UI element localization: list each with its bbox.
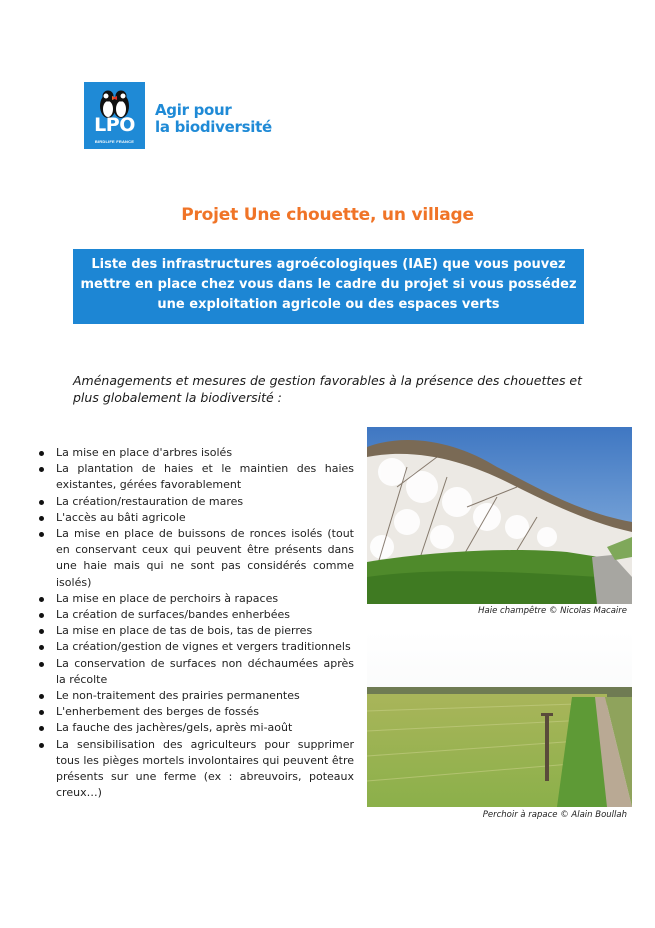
list-item: La plantation de haies et le maintien des haies existantes, gérées favorablement <box>36 461 354 493</box>
banner-line-1: Liste des infrastructures agroécologiques (IAE) que vous pouvez <box>91 257 566 272</box>
list-item: L'accès au bâti agricole <box>36 510 354 526</box>
hedge-caption: Haie champêtre © Nicolas Macaire <box>478 606 627 616</box>
logo-tagline <box>155 102 272 136</box>
list-item: La création de surfaces/bandes enherbées <box>36 607 354 623</box>
bullet-icon <box>39 467 44 472</box>
logo-text: LPO <box>94 114 135 136</box>
bullet-icon <box>39 726 44 731</box>
list-item: La création/restauration de mares <box>36 494 354 510</box>
perch-photo <box>367 631 632 807</box>
bullet-icon <box>39 532 44 537</box>
bullet-icon <box>39 645 44 650</box>
bullet-icon <box>39 629 44 634</box>
bullet-icon <box>39 597 44 602</box>
tagline-line-1: Agir pour <box>155 101 232 119</box>
bullet-icon <box>39 662 44 667</box>
banner-line-3: une exploitation agricole ou des espaces verts <box>157 297 500 312</box>
list-item: La mise en place de perchoirs à rapaces <box>36 591 354 607</box>
iae-banner <box>73 249 584 324</box>
list-item: La mise en place d'arbres isolés <box>36 445 354 461</box>
page-title: Projet Une chouette, un village <box>181 205 474 225</box>
list-item: La fauche des jachères/gels, après mi-août <box>36 720 354 736</box>
perch-caption: Perchoir à rapace © Alain Boullah <box>482 810 627 820</box>
bullet-icon <box>39 743 44 748</box>
list-item: La conservation de surfaces non déchaumées après la récolte <box>36 656 354 688</box>
list-item: La création/gestion de vignes et vergers traditionnels <box>36 639 354 655</box>
hedge-photo <box>367 427 632 604</box>
list-item: La mise en place de tas de bois, tas de pierres <box>36 623 354 639</box>
bullet-icon <box>39 451 44 456</box>
measures-list <box>36 445 354 801</box>
bullet-icon <box>39 613 44 618</box>
banner-line-2: mettre en place chez vous dans le cadre du projet si vous possédez <box>80 277 577 292</box>
bullet-icon <box>39 516 44 521</box>
list-item: La sensibilisation des agriculteurs pour supprimer tous les pièges mortels involontaires qui peuvent être présents sur une ferme (ex : abreuvoirs, poteaux creux…) <box>36 737 354 802</box>
logo-subtext: BIRDLIFE FRANCE <box>94 139 135 144</box>
list-item: La mise en place de buissons de ronces isolés (tout en conservant ceux qui peuvent être présents dans une haie mais qui ne sont pas considérés comme isolés) <box>36 526 354 591</box>
intro-text: Aménagements et mesures de gestion favorables à la présence des chouettes et plus globalement la biodiversité : <box>73 373 583 405</box>
tagline-line-2: la biodiversité <box>155 118 272 136</box>
list-item: L'enherbement des berges de fossés <box>36 704 354 720</box>
bullet-icon <box>39 500 44 505</box>
list-item: Le non-traitement des prairies permanentes <box>36 688 354 704</box>
bullet-icon <box>39 710 44 715</box>
bullet-icon <box>39 694 44 699</box>
lpo-logo <box>84 82 145 149</box>
